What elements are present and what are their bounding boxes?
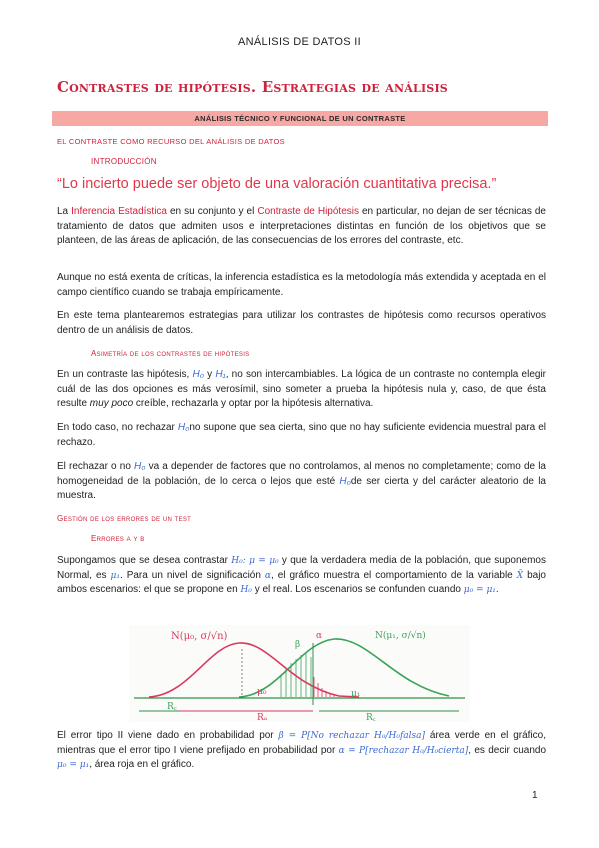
math-mu1: μ₁ [110,570,120,581]
quote: “Lo incierto puede ser objeto de una valoración cuantitativa precisa.” [57,176,497,192]
highlight-inferencia: Inferencia Estadística [71,206,167,217]
page-header: ANÁLISIS DE DATOS II [238,36,361,48]
text: La [57,206,72,217]
math-h0: H₀: μ = μ₀ [231,556,279,566]
paragraph-8 [57,729,546,773]
text: área verde en el gráfico, mientras que el error tipo I viene prefijado en probabilidad por [57,730,546,756]
h0-symbol: H₀ [192,369,204,380]
h0-symbol: H₀ [177,422,190,433]
text: va a depender de factores que no controlamos, al menos no completamente; como de la homogeneidad de la población, de lo cerca o lejos que esté [57,461,546,487]
math-h0b: H₀ [240,585,252,596]
section-band-label: ANÁLISIS TÉCNICO Y FUNCIONAL DE UN CONTRASTE [194,114,406,123]
math-alpha: α [264,570,271,581]
mu0-label: μ₀ [257,687,267,697]
text: en su conjunto y el [166,206,258,217]
text: y el real. Los escenarios se confunden cuando [251,584,464,596]
text: . [495,584,499,596]
text: no supone que sea cierta, sino que no hay suficiente evidencia muestral para el rechazo. [57,422,546,448]
subheading-errores: Errores α y β [91,534,145,543]
text: en particular, no dejan de ser técnicas de tratamiento de datos que admiten usos e interpretaciones distintas en función de los objetivos que se planteen, de las áreas de aplicación, de las consecuencias de los errores del contraste, etc. [57,206,546,247]
text: , es decir cuando [468,744,546,756]
text: El rechazar o no [57,461,135,472]
text: Supongamos que se desea contrastar [57,555,232,566]
highlight-contraste: Contraste de Hipótesis [257,206,359,217]
mu1-label: μ₁ [351,689,361,699]
text: , no son intercambiables. La lógica de un contraste no contempla elegir cuál de las dos opciones es más verosímil, sino someter a prueba la hipótesis nula y, caso, de que ésta resulte [57,369,546,410]
paragraph-6 [57,460,546,504]
normal-distributions-figure [129,625,470,722]
alpha-label: α [316,631,323,641]
subheading-asimetria: Asimetría de los contrastes de hipótesis [91,349,250,358]
paragraph-3: En este tema plantearemos estrategias para utilizar los contrastes de hipótesis como recursos operativos dentro de un análisis de datos. [57,310,546,336]
math-xbar: X̄ [516,570,524,581]
paragraph-4 [57,368,546,412]
h0-symbol: H₀ [339,475,351,487]
paragraph-2: Aunque no está exenta de críticas, la inferencia estadística es la metodología más extendida y aceptada en el campo científico cuando se trabaja empíricamente. [57,272,546,298]
emphasis: muy poco [89,398,134,410]
rc2-label: R꜀ [366,713,376,722]
text: de ser cierta y del carácter aleatorio de la muestra. [57,475,546,502]
section-band [52,111,548,126]
text: y que la verdadera media de la población, que suponemos Normal, es [57,555,546,581]
subheading-gestion: Gestión de los errores de un test [57,514,192,523]
math-beta: β = P[No rechazar H₀/H₀falsa] [278,731,426,741]
page-number: 1 [532,790,538,801]
text: , el gráfico muestra el comportamiento de la variable [270,569,517,581]
math-mu-equal: μ₀ = μ₁ [463,585,496,596]
right-curve-label: N(μ₁, σ/√n) [375,631,426,641]
text: En un contraste las hipótesis, [57,369,193,380]
beta-label: β [295,640,301,650]
text: En todo caso, no rechazar [57,422,178,433]
text: , área roja en el gráfico. [89,759,195,771]
text: . Para un nivel de significación [119,569,265,581]
ra-label: Rₐ [257,713,268,722]
document-title: Contrastes de hipótesis. Estrategias de análisis [57,78,448,96]
math-alpha-def: α = P[rechazar H₀/H₀cierta] [338,745,469,756]
paragraph-5 [57,421,546,450]
text: creíble, rechazarla y optar por la hipótesis alternativa. [133,398,374,410]
h0-symbol: H₀ [134,461,146,472]
paragraph-7 [57,554,546,598]
text: bajo ambos escenarios: el que se propone en [57,569,546,596]
left-curve-label: N(μ₀, σ/√n) [171,631,228,642]
rc-label: R꜀ [167,702,177,712]
subheading-introduccion: INTRODUCCIÓN [91,157,157,166]
h1-symbol: H₁ [215,369,226,380]
paragraph-1 [57,205,546,249]
math-mu-equal: μ₀ = μ₁ [57,760,90,771]
text: y [203,369,216,380]
section-heading: EL CONTRASTE COMO RECURSO DEL ANÁLISIS DE DATOS [57,137,285,146]
text: El error tipo II viene dado en probabilidad por [57,730,279,741]
